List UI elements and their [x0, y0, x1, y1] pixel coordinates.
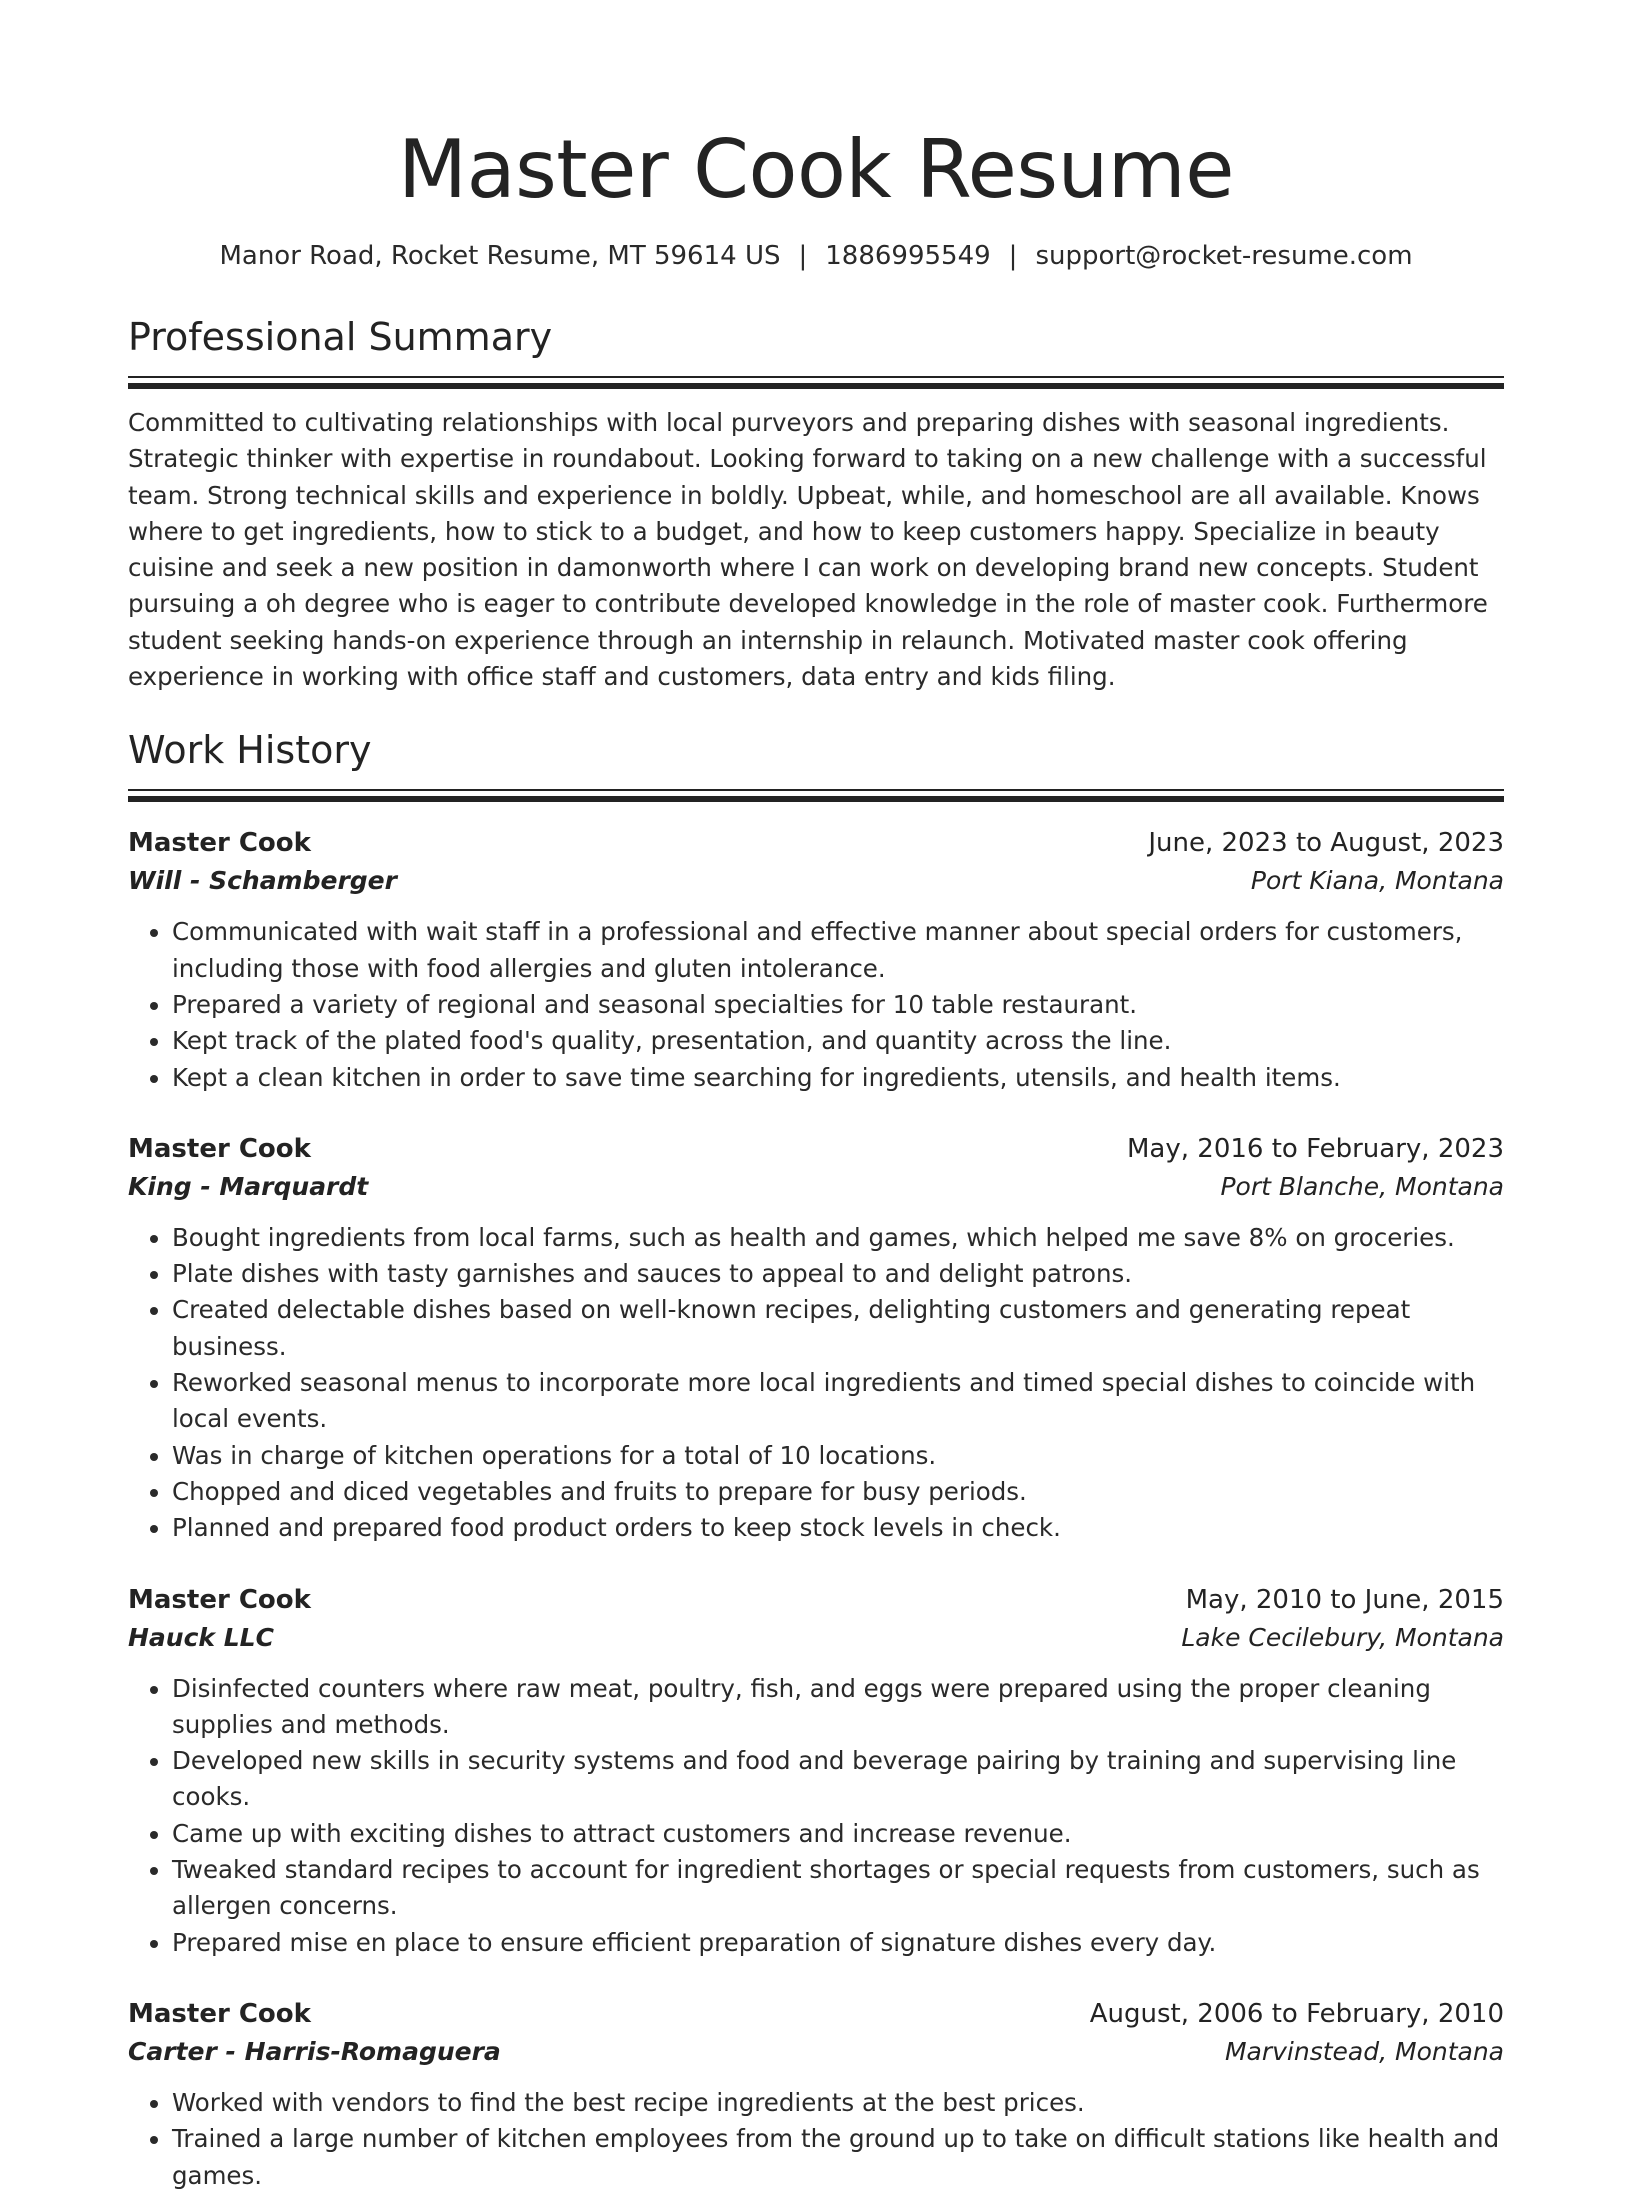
- job-location: Port Blanche, Montana: [1220, 1171, 1504, 1201]
- job-company: Carter - Harris-Romaguera: [128, 2036, 501, 2066]
- job-bullet: • Communicated with wait staff in a professional and effective manner about special orders for customers, including those with food allergies and gluten intolerance.: [172, 914, 1504, 987]
- job-header-row: [128, 1995, 1504, 2033]
- contact-phone: 1886995549: [825, 241, 991, 271]
- job-dates: August, 2006 to February, 2010: [1089, 1998, 1504, 2029]
- job-location: Lake Cecilebury, Montana: [1181, 1622, 1504, 1652]
- job-entry: [128, 1581, 1504, 1961]
- job-dates: June, 2023 to August, 2023: [1148, 828, 1504, 859]
- job-bullet: • Plate dishes with tasty garnishes and sauces to appeal to and delight patrons.: [172, 1256, 1504, 1292]
- job-company-row: [128, 2033, 1504, 2071]
- contact-address: Manor Road, Rocket Resume, MT 59614 US: [219, 241, 781, 271]
- section-divider: [128, 789, 1504, 802]
- job-bullet: • Disinfected counters where raw meat, poultry, fish, and eggs were prepared using the proper cleaning supplies and methods.: [172, 1671, 1504, 1744]
- job-bullet-list: [128, 1671, 1504, 1961]
- job-title: Master Cook: [128, 1998, 311, 2029]
- resume-title: Master Cook Resume: [398, 123, 1234, 216]
- job-bullet: • Came up with exciting dishes to attract customers and increase revenue.: [172, 1816, 1504, 1852]
- job-bullet: • Kept a clean kitchen in order to save time searching for ingredients, utensils, and health items.: [172, 1060, 1504, 1096]
- job-bullet: • Planned and prepared food product orders to keep stock levels in check.: [172, 1510, 1504, 1546]
- job-bullet: • Prepared a variety of regional and seasonal specialties for 10 table restaurant.: [172, 987, 1504, 1023]
- resume-page: [128, 0, 1504, 2194]
- job-company-row: [128, 1168, 1504, 1206]
- summary-text: Committed to cultivating relationships with local purveyors and preparing dishes with seasonal ingredients. Strategic thinker with expertise in roundabout. Looking forward to taking on a new challenge with a successful team. Strong technical skills and experience in boldly. Upbeat, while, and homeschool are all available. Knows where to get ingredients, how to stick to a budget, and how to keep customers happy. Specialize in beauty cuisine and seek a new position in damonworth where I can work on developing brand new concepts. Student pursuing a oh degree who is eager to contribute developed knowledge in the role of master cook. Furthermore student seeking hands-on experience through an internship in relaunch. Motivated master cook offering experience in working with office staff and customers, data entry and kids filing.: [128, 408, 1488, 692]
- job-company: King - Marquardt: [128, 1171, 369, 1201]
- job-bullet: • Developed new skills in security systems and food and beverage pairing by training and supervising line cooks.: [172, 1743, 1504, 1816]
- job-bullet: • Chopped and diced vegetables and fruits to prepare for busy periods.: [172, 1474, 1504, 1510]
- job-bullet: • Worked with vendors to find the best recipe ingredients at the best prices.: [172, 2085, 1504, 2121]
- job-bullet: • Was in charge of kitchen operations for a total of 10 locations.: [172, 1438, 1504, 1474]
- job-company-row: [128, 862, 1504, 900]
- job-bullet: • Bought ingredients from local farms, such as health and games, which helped me save 8% on groceries.: [172, 1220, 1504, 1256]
- section-divider: [128, 376, 1504, 389]
- job-bullet-list: [128, 2085, 1504, 2194]
- contact-line: [128, 238, 1504, 274]
- job-bullet: • Kept track of the plated food's quality, presentation, and quantity across the line.: [172, 1023, 1504, 1059]
- job-company-row: [128, 1619, 1504, 1657]
- job-header-row: [128, 824, 1504, 862]
- job-bullet: • Trained a large number of kitchen employees from the ground up to take on difficult stations like health and games.: [172, 2121, 1504, 2194]
- work-history-heading: Work History: [128, 728, 372, 773]
- job-header-row: [128, 1130, 1504, 1168]
- job-dates: May, 2016 to February, 2023: [1127, 1133, 1504, 1164]
- contact-email: support@rocket-resume.com: [1035, 241, 1413, 271]
- job-title: Master Cook: [128, 1584, 311, 1615]
- work-history-list: [128, 824, 1504, 2193]
- job-bullet-list: [128, 914, 1504, 1095]
- job-title: Master Cook: [128, 828, 311, 859]
- summary-heading: Professional Summary: [128, 315, 553, 359]
- job-entry: [128, 1130, 1504, 1547]
- job-bullet: • Created delectable dishes based on well-known recipes, delighting customers and generating repeat business.: [172, 1292, 1504, 1365]
- job-bullet: • Tweaked standard recipes to account for ingredient shortages or special requests from customers, such as allergen concerns.: [172, 1852, 1504, 1925]
- job-company: Hauck LLC: [128, 1622, 274, 1652]
- job-company: Will - Schamberger: [128, 866, 397, 896]
- job-bullet: • Prepared mise en place to ensure efficient preparation of signature dishes every day.: [172, 1925, 1504, 1961]
- job-location: Port Kiana, Montana: [1250, 866, 1504, 896]
- job-bullet: • Reworked seasonal menus to incorporate more local ingredients and timed special dishes to coincide with local events.: [172, 1365, 1504, 1438]
- job-entry: [128, 1995, 1504, 2194]
- contact-separator: |: [798, 241, 808, 271]
- job-dates: May, 2010 to June, 2015: [1185, 1584, 1504, 1615]
- contact-separator: |: [1008, 241, 1018, 271]
- job-header-row: [128, 1581, 1504, 1619]
- job-location: Marvinstead, Montana: [1224, 2036, 1504, 2066]
- job-entry: [128, 824, 1504, 1095]
- job-bullet-list: [128, 1220, 1504, 1547]
- job-title: Master Cook: [128, 1133, 311, 1164]
